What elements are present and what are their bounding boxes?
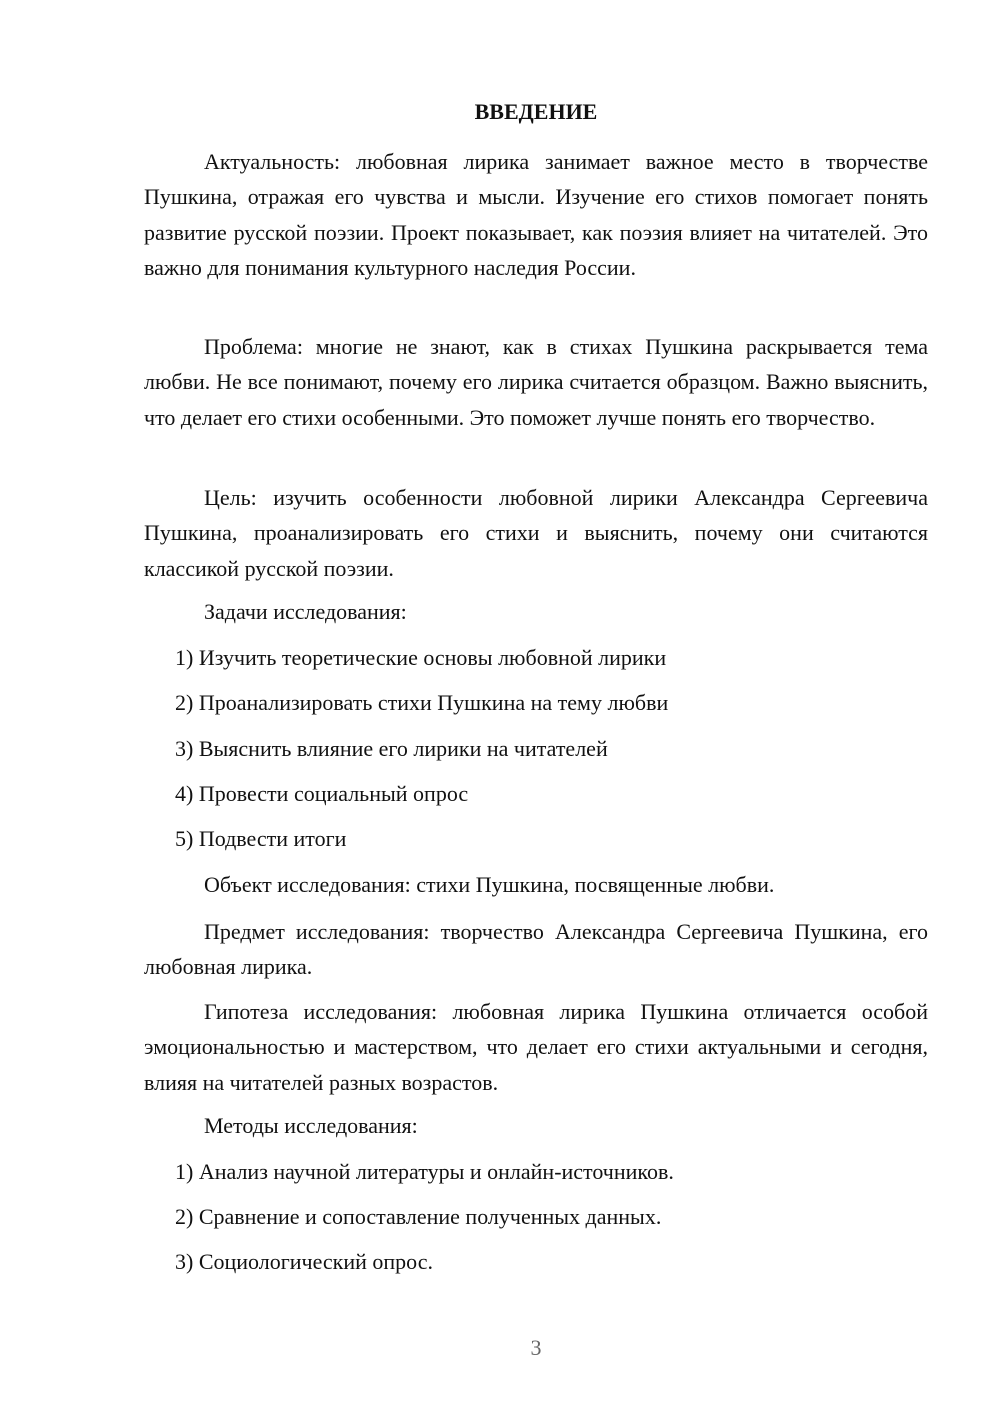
object-line: Объект исследования: стихи Пушкина, посвященные любви. xyxy=(204,872,775,897)
hypothesis-paragraph: Гипотеза исследования: любовная лирика Пушкина отличается особой эмоциональностью и мастерством, что делает его стихи актуальными и сегодня, влияя на читателей разных возрастов. xyxy=(144,999,928,1095)
method-item-1: 1) Анализ научной литературы и онлайн-источников. xyxy=(175,1159,674,1184)
relevance-paragraph: Актуальность: любовная лирика занимает важное место в творчестве Пушкина, отражая его чувства и мысли. Изучение его стихов помогает понять развитие русской поэзии. Проект показывает, как поэзия влияет на читателей. Это важно для понимания культурного наследия России. xyxy=(144,149,928,280)
problem-paragraph: Проблема: многие не знают, как в стихах Пушкина раскрывается тема любви. Не все понимают, почему его лирика считается образцом. Важно выяснить, что делает его стихи особенными. Это поможет лучше понять его творчество. xyxy=(144,334,928,430)
tasks-heading: Задачи исследования: xyxy=(204,599,407,624)
goal-paragraph: Цель: изучить особенности любовной лирики Александра Сергеевича Пушкина, проанализировать его стихи и выяснить, почему они считаются классикой русской поэзии. xyxy=(144,485,928,581)
task-item-1: 1) Изучить теоретические основы любовной лирики xyxy=(175,645,667,670)
methods-heading: Методы исследования: xyxy=(204,1113,418,1138)
subject-paragraph: Предмет исследования: творчество Александра Сергеевича Пушкина, его любовная лирика. xyxy=(144,919,928,980)
method-item-3: 3) Социологический опрос. xyxy=(175,1249,433,1274)
section-title: ВВЕДЕНИЕ xyxy=(474,99,598,124)
method-item-2: 2) Сравнение и сопоставление полученных данных. xyxy=(175,1204,662,1229)
task-item-5: 5) Подвести итоги xyxy=(175,826,347,851)
task-item-4: 4) Провести социальный опрос xyxy=(175,781,469,806)
task-item-2: 2) Проанализировать стихи Пушкина на тему любви xyxy=(175,690,669,715)
task-item-3: 3) Выяснить влияние его лирики на читателей xyxy=(175,736,608,761)
page-number: 3 xyxy=(530,1335,542,1360)
